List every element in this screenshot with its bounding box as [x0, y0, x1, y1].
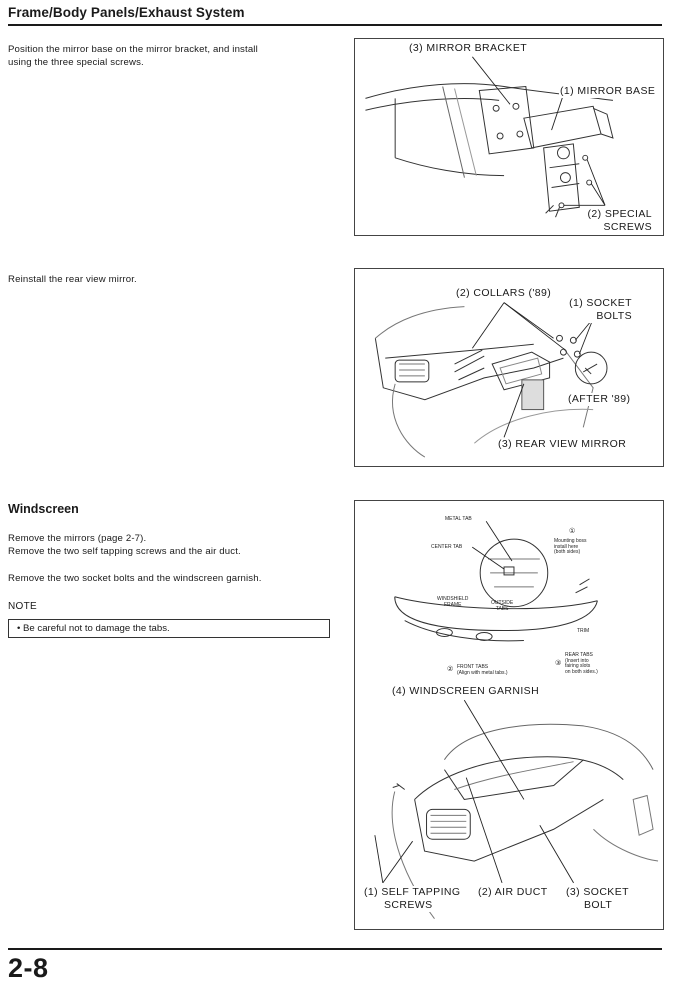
- label-line: (2) SPECIAL: [587, 208, 652, 220]
- label-socket-bolt: [565, 886, 630, 912]
- mirror-base-illustration: [355, 39, 663, 235]
- label-windscreen-garnish: (4) WINDSCREEN GARNISH: [392, 685, 540, 697]
- step-line: Remove the two socket bolts and the windscreen garnish.: [8, 573, 262, 584]
- figure-windscreen: [354, 500, 664, 930]
- label-rear-tabs: [565, 653, 598, 675]
- label-line: (Insert into: [565, 657, 589, 664]
- label-line: SCREWS: [603, 221, 652, 233]
- label-mirror-bracket: (3) MIRROR BRACKET: [409, 42, 528, 54]
- label-metal-tab: METAL TAB: [445, 516, 472, 522]
- label-line: (3) SOCKET: [566, 886, 629, 898]
- figure-rear-view-mirror: [354, 268, 664, 467]
- label-line: (both sides): [554, 549, 581, 556]
- label-windshield-frame: [437, 597, 468, 608]
- label-line: FRONT TABS: [457, 664, 489, 670]
- label-line: REAR TABS: [565, 652, 593, 658]
- label-trim: TRIM: [577, 628, 590, 634]
- instruction-text: [8, 43, 338, 69]
- page-number: 2-8: [8, 953, 49, 983]
- label-circle-2: ②: [447, 666, 454, 673]
- label-line: on both sides.): [565, 668, 598, 675]
- label-line: BOLTS: [596, 310, 632, 322]
- note-box: • Be careful not to damage the tabs.: [8, 619, 330, 638]
- label-front-tabs: [457, 665, 508, 676]
- step-line: Remove the two self tapping screws and the air duct.: [8, 546, 241, 557]
- label-line: (Align with metal tabs.): [457, 669, 508, 676]
- label-mirror-base: (1) MIRROR BASE: [560, 85, 656, 97]
- instruction-text: Reinstall the rear view mirror.: [8, 274, 137, 285]
- windscreen-illustration: [355, 501, 663, 929]
- figure-mirror-base: [354, 38, 664, 236]
- label-line: WINDSHIELD: [437, 596, 469, 602]
- label-mounting-boss: [554, 539, 587, 556]
- header-rule: [8, 24, 662, 26]
- label-line: BOLT: [584, 899, 613, 911]
- label-line: FRAME: [443, 601, 462, 608]
- label-socket-bolts: [568, 297, 633, 323]
- page-header-title: Frame/Body Panels/Exhaust System: [8, 5, 245, 20]
- label-line: OUTSIDE: [491, 600, 514, 606]
- note-label: NOTE: [8, 601, 37, 612]
- label-rear-view-mirror: (3) REAR VIEW MIRROR: [498, 438, 627, 450]
- instruction-line: using the three special screws.: [8, 57, 144, 68]
- windscreen-steps: [8, 532, 338, 585]
- footer-rule: [8, 948, 662, 950]
- step-line: Remove the mirrors (page 2-7).: [8, 533, 147, 544]
- label-after-89: (AFTER '89): [568, 393, 631, 405]
- label-line: fairing slots: [565, 663, 591, 670]
- label-line: TABS: [495, 605, 509, 612]
- section-title-windscreen: Windscreen: [8, 502, 79, 516]
- label-line: (1) SOCKET: [569, 297, 632, 309]
- label-air-duct: (2) AIR DUCT: [478, 886, 548, 898]
- label-line: install here: [554, 543, 579, 550]
- instruction-line: Position the mirror base on the mirror bracket, and install: [8, 44, 258, 55]
- label-line: (1) SELF TAPPING: [364, 886, 461, 898]
- label-line: SCREWS: [384, 899, 433, 911]
- label-self-tapping-screws: [363, 886, 461, 912]
- label-special-screws: [586, 208, 653, 234]
- label-circle-1: ①: [569, 528, 576, 535]
- label-circle-3: ③: [555, 660, 562, 667]
- label-collars: (2) COLLARS ('89): [456, 287, 552, 299]
- label-outside-tabs: [491, 601, 513, 612]
- label-line: Mounting boss: [554, 538, 587, 544]
- label-center-tab: CENTER TAB: [431, 544, 463, 550]
